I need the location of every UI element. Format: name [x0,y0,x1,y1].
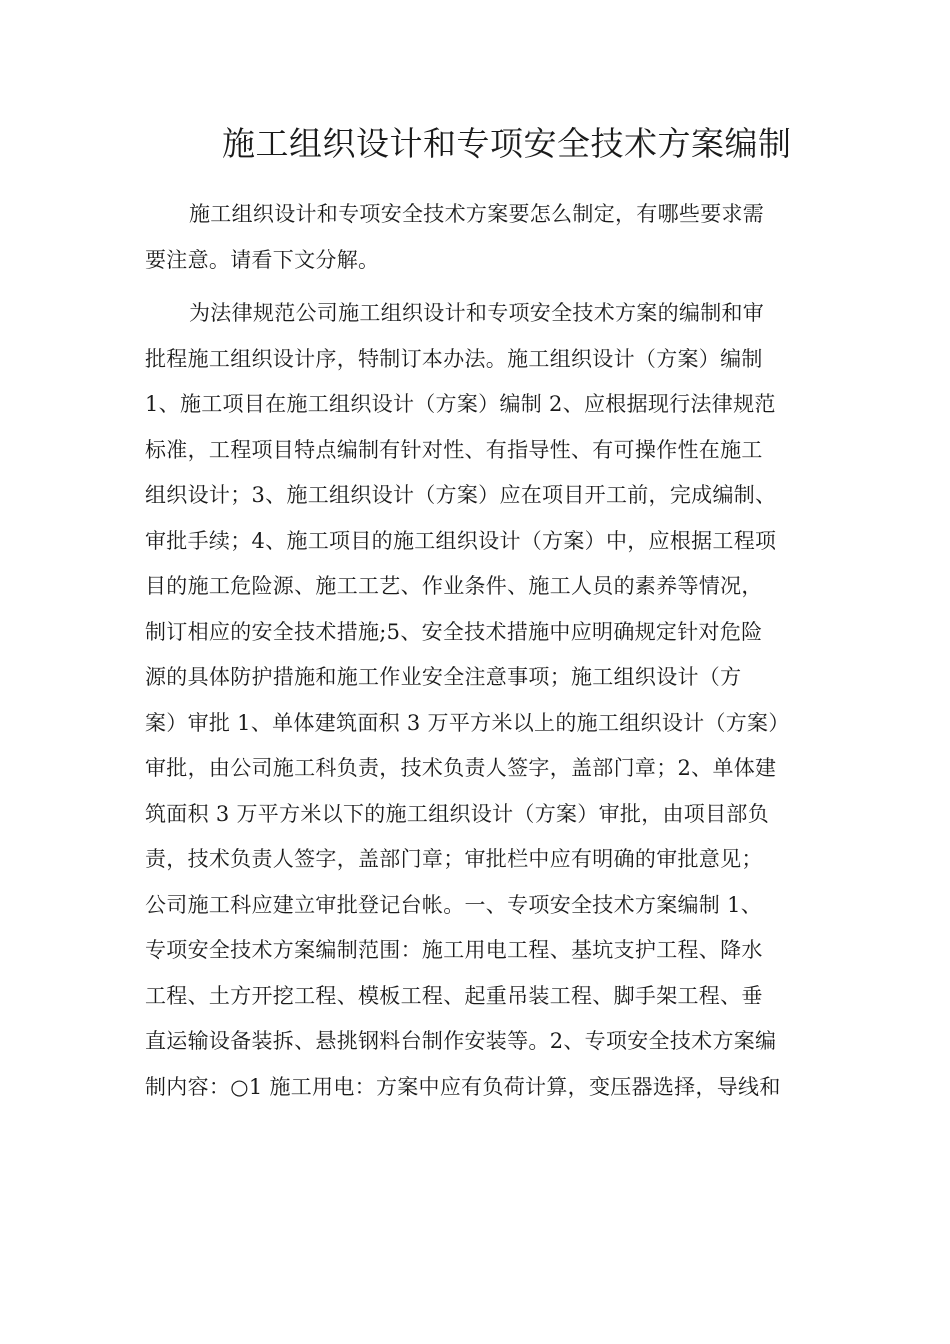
paragraph-line: 筑面积 3 万平方米以下的施工组织设计（方案）审批，由项目部负 [145,801,770,826]
paragraph-line: 要注意。请看下文分解。 [145,247,380,272]
paragraph-line: 目的施工危险源、施工工艺、作业条件、施工人员的素养等情况， [145,574,763,598]
paragraph-line: 施工组织设计和专项安全技术方案要怎么制定，有哪些要求需 [189,202,765,226]
paragraph-line: 责，技术负责人签字，盖部门章；审批栏中应有明确的审批意见； [145,847,763,871]
paragraph-line: 为法律规范公司施工组织设计和专项安全技术方案的编制和审 [189,301,765,325]
paragraph-line: 公司施工科应建立审批登记台帐。一、专项安全技术方案编制 1、 [145,892,763,917]
paragraph-line: 标准，工程项目特点编制有针对性、有指导性、有可操作性在施工 [145,437,763,462]
paragraph-line: 制订相应的安全技术措施;5、安全技术措施中应明确规定针对危险 [145,619,763,644]
paragraph-line: 源的具体防护措施和施工作业安全注意事项；施工组织设计（方 [145,665,742,689]
paragraph-line: 组织设计；3、施工组织设计（方案）应在项目开工前，完成编制、 [145,483,777,507]
document-title: 施工组织设计和专项安全技术方案编制 [222,124,792,163]
paragraph-line: 专项安全技术方案编制范围：施工用电工程、基坑支护工程、降水 [145,938,763,962]
paragraph-main [145,291,805,1110]
paragraph-line: 审批，由公司施工科负责，技术负责人签字，盖部门章；2、单体建 [145,756,777,780]
paragraph-line: 直运输设备装拆、悬挑钢料台制作安装等。2、专项安全技术方案编 [145,1029,777,1053]
paragraph-line: 批程施工组织设计序，特制订本办法。施工组织设计（方案）编制 [145,346,763,371]
paragraph-line: 审批手续；4、施工项目的施工组织设计（方案）中，应根据工程项 [145,528,777,553]
paragraph-line: 1、施工项目在施工组织设计（方案）编制 2、应根据现行法律规范 [145,392,776,416]
paragraph-intro [145,192,805,283]
paragraph-line: 制内容：○1 施工用电：方案中应有负荷计算，变压器选择，导线和 [145,1074,781,1099]
paragraph-line: 案）审批 1、单体建筑面积 3 万平方米以上的施工组织设计（方案） [145,710,790,735]
paragraph-line: 工程、土方开挖工程、模板工程、起重吊装工程、脚手架工程、垂 [145,983,763,1008]
